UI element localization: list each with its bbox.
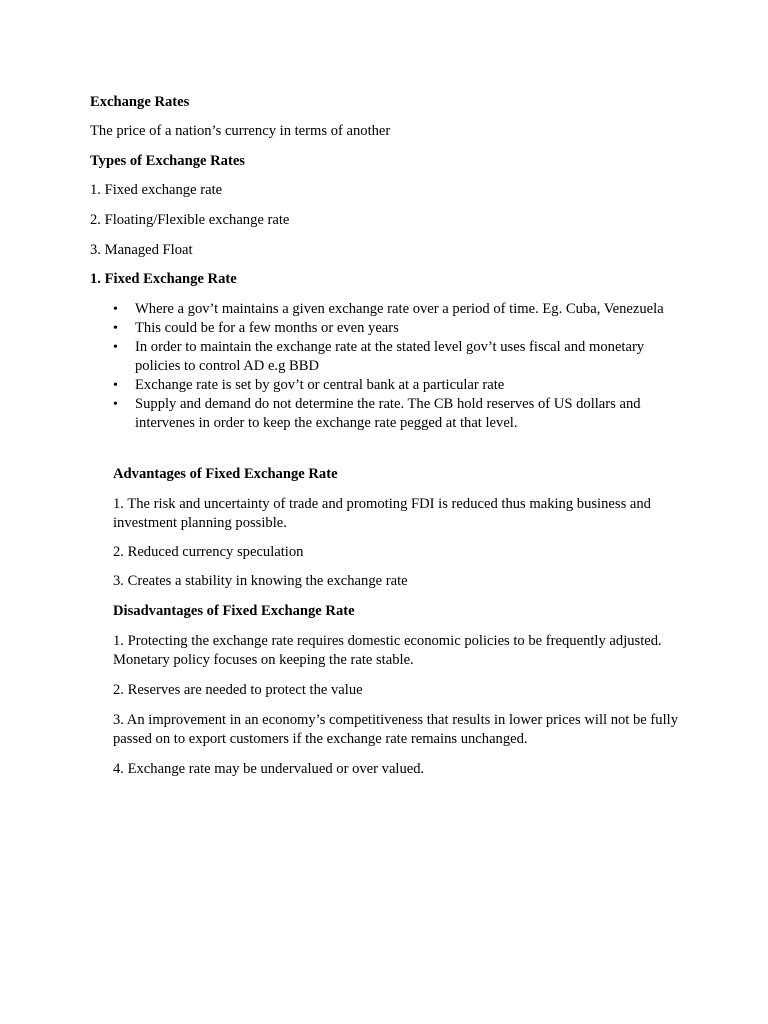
- disadvantages-heading: Disadvantages of Fixed Exchange Rate: [113, 603, 355, 619]
- bullet-text: In order to maintain the exchange rate at the stated level gov’t uses fiscal and monetary policies to control AD e.g BBD: [135, 339, 645, 374]
- bullet-marker: •: [113, 397, 118, 412]
- fixed-rate-bullet-list: [113, 300, 673, 433]
- advantage-item-1: 1. The risk and uncertainty of trade and promoting FDI is reduced thus making business and investment planning possible.: [113, 496, 651, 531]
- bullet-item: [113, 395, 673, 433]
- bullet-text: Where a gov’t maintains a given exchange rate over a period of time. Eg. Cuba, Venezuela: [135, 301, 664, 317]
- disadvantage-item-1: 1. Protecting the exchange rate requires domestic economic policies to be frequently adjusted. Monetary policy focuses on keeping the rate stable.: [113, 633, 662, 668]
- type-item-managed: 3. Managed Float: [90, 242, 193, 258]
- bullet-marker: •: [113, 321, 118, 336]
- bullet-marker: •: [113, 378, 118, 393]
- advantage-item-3: 3. Creates a stability in knowing the exchange rate: [113, 573, 408, 589]
- bullet-item: [113, 376, 673, 395]
- disadvantage-item-2: 2. Reserves are needed to protect the value: [113, 682, 363, 698]
- bullet-text: Supply and demand do not determine the rate. The CB hold reserves of US dollars and intervenes in order to keep the exchange rate pegged at that level.: [135, 396, 641, 431]
- bullet-text: Exchange rate is set by gov’t or central bank at a particular rate: [135, 377, 505, 393]
- bullet-item: [113, 319, 673, 338]
- advantage-item-2: 2. Reduced currency speculation: [113, 544, 304, 560]
- bullet-text: This could be for a few months or even years: [135, 320, 399, 336]
- disadvantage-item-3: 3. An improvement in an economy’s competitiveness that results in lower prices will not be fully passed on to export customers if the exchange rate remains unchanged.: [113, 712, 678, 747]
- bullet-marker: •: [113, 340, 118, 355]
- fixed-rate-heading: 1. Fixed Exchange Rate: [90, 271, 237, 287]
- bullet-marker: •: [113, 302, 118, 317]
- advantages-heading: Advantages of Fixed Exchange Rate: [113, 466, 338, 482]
- document-title: Exchange Rates: [90, 94, 190, 110]
- type-item-fixed: 1. Fixed exchange rate: [90, 182, 223, 198]
- bullet-item: [113, 338, 673, 376]
- types-heading: Types of Exchange Rates: [90, 153, 245, 169]
- definition-text: The price of a nation’s currency in terms of another: [90, 123, 391, 139]
- bullet-item: [113, 300, 673, 319]
- disadvantage-item-4: 4. Exchange rate may be undervalued or over valued.: [113, 761, 425, 777]
- type-item-floating: 2. Floating/Flexible exchange rate: [90, 212, 290, 228]
